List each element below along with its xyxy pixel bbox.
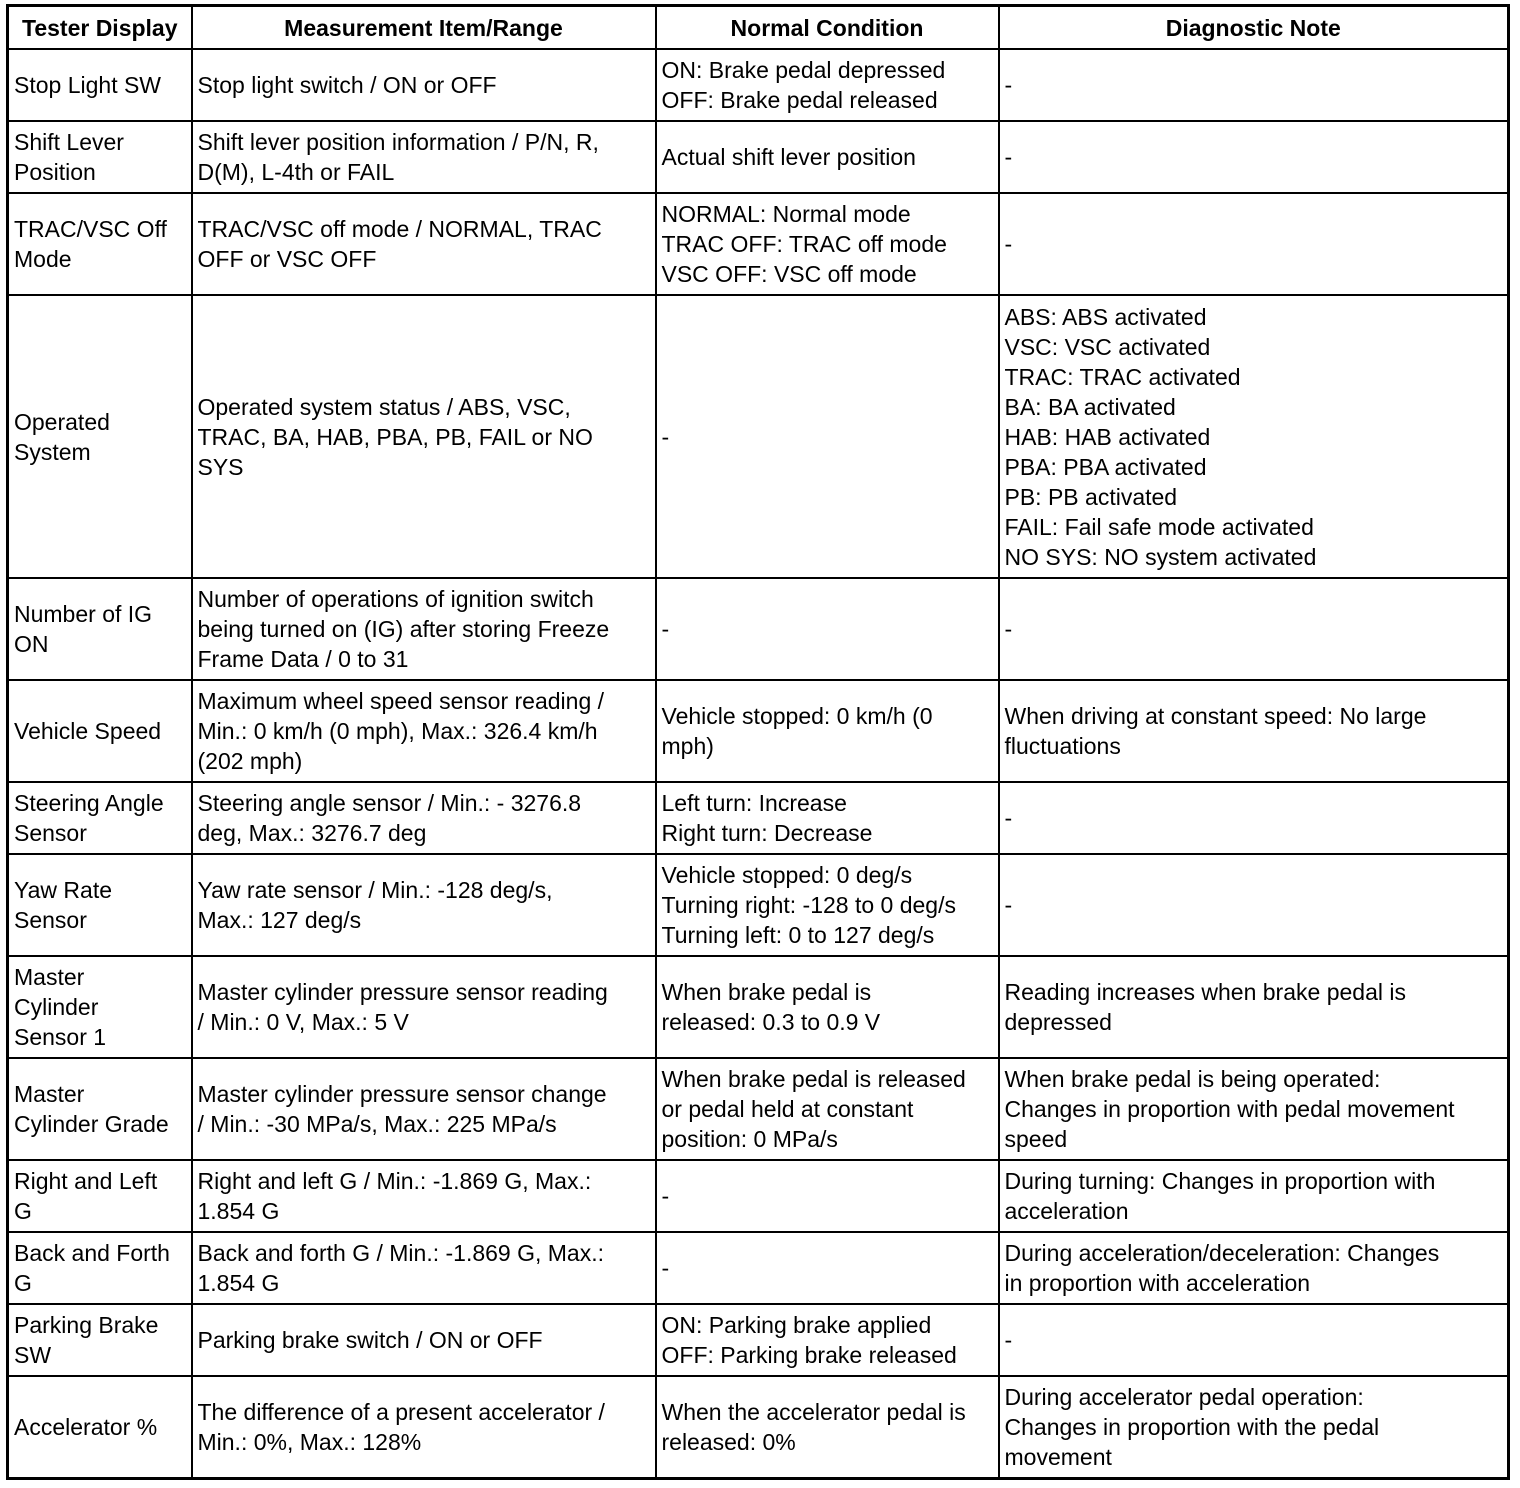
table-header: [8, 6, 1509, 50]
table-row: [8, 956, 1509, 1058]
measurement-item-cell: Shift lever position information / P/N, R, D(M), L-4th or FAIL: [192, 121, 656, 193]
diagnostic-data-table: [6, 4, 1510, 1480]
measurement-item-cell: Right and left G / Min.: -1.869 G, Max.: 1.854 G: [192, 1160, 656, 1232]
tester-display-cell: Number of IG ON: [8, 578, 192, 680]
diagnostic-note-cell: When brake pedal is being operated: Changes in proportion with pedal movement speed: [999, 1058, 1509, 1160]
measurement-item-cell: Number of operations of ignition switch being turned on (IG) after storing Freeze Frame Data / 0 to 31: [192, 578, 656, 680]
table-row: [8, 680, 1509, 782]
diagnostic-note-cell: When driving at constant speed: No large fluctuations: [999, 680, 1509, 782]
normal-condition-cell: Actual shift lever position: [656, 121, 999, 193]
table-row: [8, 193, 1509, 295]
table-row: [8, 578, 1509, 680]
tester-display-cell: Back and Forth G: [8, 1232, 192, 1304]
normal-condition-cell: NORMAL: Normal mode TRAC OFF: TRAC off mode VSC OFF: VSC off mode: [656, 193, 999, 295]
diagnostic-note-cell: During accelerator pedal operation: Changes in proportion with the pedal movement: [999, 1376, 1509, 1478]
diagnostic-note-cell: -: [999, 49, 1509, 121]
tester-display-cell: Right and Left G: [8, 1160, 192, 1232]
tester-display-cell: Operated System: [8, 295, 192, 578]
table-row: [8, 49, 1509, 121]
table-row: [8, 782, 1509, 854]
header-row: [8, 6, 1509, 50]
table-row: [8, 1376, 1509, 1478]
measurement-item-cell: Maximum wheel speed sensor reading / Min.: 0 km/h (0 mph), Max.: 326.4 km/h (202 mph): [192, 680, 656, 782]
normal-condition-cell: Vehicle stopped: 0 deg/s Turning right: -128 to 0 deg/s Turning left: 0 to 127 deg/s: [656, 854, 999, 956]
normal-condition-cell: -: [656, 295, 999, 578]
measurement-item-cell: Master cylinder pressure sensor change / Min.: -30 MPa/s, Max.: 225 MPa/s: [192, 1058, 656, 1160]
table-row: [8, 1304, 1509, 1376]
diagnostic-note-cell: -: [999, 578, 1509, 680]
diagnostic-note-cell: Reading increases when brake pedal is depressed: [999, 956, 1509, 1058]
table-body: [8, 49, 1509, 1478]
tester-display-cell: Stop Light SW: [8, 49, 192, 121]
measurement-item-cell: Stop light switch / ON or OFF: [192, 49, 656, 121]
normal-condition-cell: When the accelerator pedal is released: 0%: [656, 1376, 999, 1478]
normal-condition-cell: When brake pedal is released: 0.3 to 0.9 V: [656, 956, 999, 1058]
measurement-item-cell: TRAC/VSC off mode / NORMAL, TRAC OFF or VSC OFF: [192, 193, 656, 295]
table-row: [8, 854, 1509, 956]
tester-display-cell: Master Cylinder Sensor 1: [8, 956, 192, 1058]
normal-condition-cell: When brake pedal is released or pedal held at constant position: 0 MPa/s: [656, 1058, 999, 1160]
measurement-item-cell: Operated system status / ABS, VSC, TRAC, BA, HAB, PBA, PB, FAIL or NO SYS: [192, 295, 656, 578]
diagnostic-note-cell: -: [999, 193, 1509, 295]
normal-condition-cell: -: [656, 1160, 999, 1232]
normal-condition-cell: Vehicle stopped: 0 km/h (0 mph): [656, 680, 999, 782]
measurement-item-cell: Steering angle sensor / Min.: - 3276.8 deg, Max.: 3276.7 deg: [192, 782, 656, 854]
normal-condition-cell: ON: Brake pedal depressed OFF: Brake pedal released: [656, 49, 999, 121]
table-row: [8, 295, 1509, 578]
normal-condition-cell: -: [656, 578, 999, 680]
table-row: [8, 1058, 1509, 1160]
tester-display-cell: Steering Angle Sensor: [8, 782, 192, 854]
header-diagnostic-note: Diagnostic Note: [999, 6, 1509, 50]
diagnostic-note-cell: During turning: Changes in proportion with acceleration: [999, 1160, 1509, 1232]
tester-display-cell: Shift Lever Position: [8, 121, 192, 193]
diagnostic-note-cell: -: [999, 121, 1509, 193]
measurement-item-cell: Back and forth G / Min.: -1.869 G, Max.: 1.854 G: [192, 1232, 656, 1304]
header-normal-condition: Normal Condition: [656, 6, 999, 50]
tester-display-cell: Yaw Rate Sensor: [8, 854, 192, 956]
tester-display-cell: Master Cylinder Grade: [8, 1058, 192, 1160]
tester-display-cell: Vehicle Speed: [8, 680, 192, 782]
normal-condition-cell: -: [656, 1232, 999, 1304]
normal-condition-cell: ON: Parking brake applied OFF: Parking brake released: [656, 1304, 999, 1376]
diagnostic-note-cell: -: [999, 782, 1509, 854]
diagnostic-note-cell: -: [999, 854, 1509, 956]
normal-condition-cell: Left turn: Increase Right turn: Decrease: [656, 782, 999, 854]
tester-display-cell: TRAC/VSC Off Mode: [8, 193, 192, 295]
header-measurement-item-range: Measurement Item/Range: [192, 6, 656, 50]
tester-display-cell: Parking Brake SW: [8, 1304, 192, 1376]
table-row: [8, 1160, 1509, 1232]
diagnostic-note-cell: ABS: ABS activated VSC: VSC activated TRAC: TRAC activated BA: BA activated HAB: HAB activated PBA: PBA activated PB: PB activated FAIL: Fail safe mode activated NO SYS: NO system activated: [999, 295, 1509, 578]
measurement-item-cell: Yaw rate sensor / Min.: -128 deg/s, Max.: 127 deg/s: [192, 854, 656, 956]
measurement-item-cell: The difference of a present accelerator / Min.: 0%, Max.: 128%: [192, 1376, 656, 1478]
diagnostic-note-cell: -: [999, 1304, 1509, 1376]
diagnostic-note-cell: During acceleration/deceleration: Changes in proportion with acceleration: [999, 1232, 1509, 1304]
tester-display-cell: Accelerator %: [8, 1376, 192, 1478]
table-row: [8, 121, 1509, 193]
measurement-item-cell: Parking brake switch / ON or OFF: [192, 1304, 656, 1376]
table-row: [8, 1232, 1509, 1304]
measurement-item-cell: Master cylinder pressure sensor reading / Min.: 0 V, Max.: 5 V: [192, 956, 656, 1058]
diagnostic-data-table-container: [6, 4, 1510, 1480]
header-tester-display: Tester Display: [8, 6, 192, 50]
